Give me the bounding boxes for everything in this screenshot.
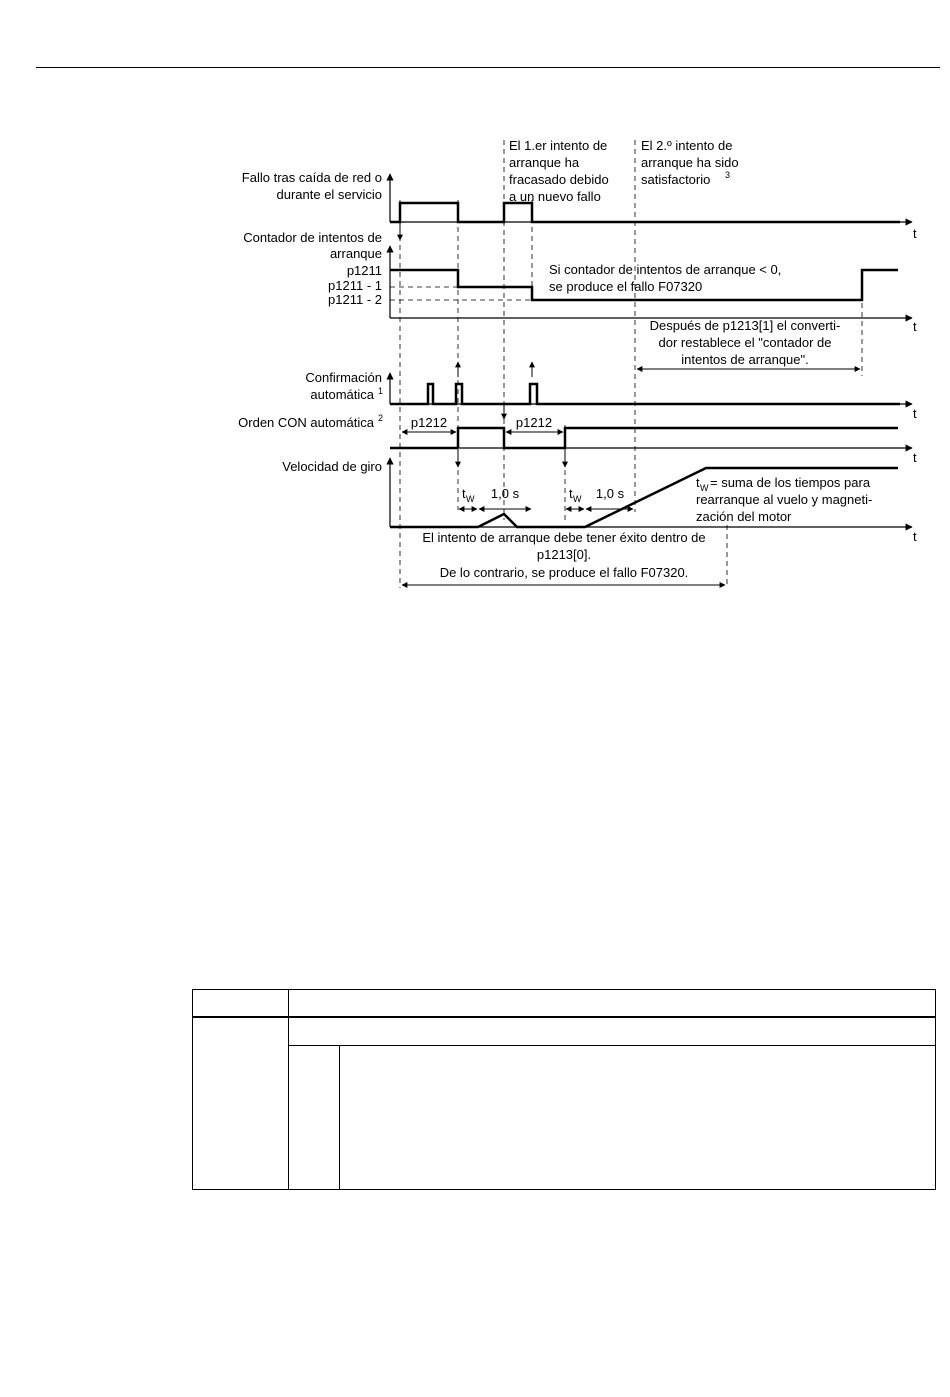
table-subcolumn-divider xyxy=(339,1045,340,1190)
svg-text:Después de p1213[1] el convert: Después de p1213[1] el converti- xyxy=(649,318,841,333)
svg-text:fracasado debido: fracasado debido xyxy=(509,172,609,187)
svg-text:t: t xyxy=(913,226,917,241)
svg-text:t: t xyxy=(913,319,917,334)
svg-text:W: W xyxy=(466,494,475,504)
svg-text:W: W xyxy=(700,483,709,493)
restart-timing-diagram xyxy=(0,0,950,610)
svg-text:automática: automática xyxy=(310,387,374,402)
ack-trace xyxy=(390,384,900,404)
svg-text:durante el servicio: durante el servicio xyxy=(276,187,382,202)
fault-signal-trace xyxy=(390,203,900,222)
svg-text:t: t xyxy=(462,486,466,501)
svg-text:arranque: arranque xyxy=(329,246,382,261)
svg-text:t: t xyxy=(913,529,917,544)
annotations xyxy=(411,138,872,580)
svg-text:a un nuevo fallo: a un nuevo fallo xyxy=(509,189,601,204)
svg-text:p1211 - 2: p1211 - 2 xyxy=(328,292,382,307)
svg-text:De lo contrario, se produce el: De lo contrario, se produce el fallo F07320. xyxy=(439,565,689,580)
svg-text:t: t xyxy=(913,406,917,421)
svg-text:zación del motor: zación del motor xyxy=(696,509,792,524)
svg-text:El intento de arranque debe te: El intento de arranque debe tener éxito dentro de xyxy=(422,530,706,545)
svg-text:1,0 s: 1,0 s xyxy=(490,486,520,501)
svg-text:rearranque al vuelo y magneti-: rearranque al vuelo y magneti- xyxy=(696,492,873,507)
parameter-table xyxy=(192,989,936,1190)
svg-text:Fallo tras caída de red o: Fallo tras caída de red o xyxy=(241,170,382,185)
svg-text:El 1.er intento de: El 1.er intento de xyxy=(509,138,608,153)
svg-text:2: 2 xyxy=(378,413,384,423)
table-column-divider xyxy=(288,989,289,1190)
svg-text:t: t xyxy=(569,486,573,501)
svg-text:t: t xyxy=(913,450,917,465)
svg-text:W: W xyxy=(573,494,582,504)
svg-text:Si contador de intentos de arr: Si contador de intentos de arranque < 0, xyxy=(549,262,782,277)
svg-text:p1211: p1211 xyxy=(346,263,382,278)
svg-text:3: 3 xyxy=(725,170,731,180)
svg-text:El 2.º intento de: El 2.º intento de xyxy=(641,138,733,153)
svg-text:dor restablece el "contador de: dor restablece el "contador de xyxy=(658,335,832,350)
svg-text:t: t xyxy=(696,475,700,490)
svg-text:Orden CON automática: Orden CON automática xyxy=(238,415,374,430)
svg-text:arranque ha sido: arranque ha sido xyxy=(641,155,739,170)
svg-text:= suma de los tiempos para: = suma de los tiempos para xyxy=(710,475,871,490)
event-arrows xyxy=(400,223,565,467)
table-outer-border xyxy=(192,989,936,1190)
svg-text:intentos de arranque".: intentos de arranque". xyxy=(681,352,809,367)
table-header-rule xyxy=(192,1016,936,1018)
svg-text:Contador de intentos de: Contador de intentos de xyxy=(243,230,382,245)
time-axis-labels xyxy=(913,226,917,544)
table-row-rule xyxy=(288,1045,936,1046)
svg-text:satisfactorio: satisfactorio xyxy=(641,172,711,187)
on-command-trace xyxy=(458,428,898,448)
svg-text:1,0 s: 1,0 s xyxy=(595,486,625,501)
svg-text:se produce el fallo F07320: se produce el fallo F07320 xyxy=(549,279,703,294)
svg-text:arranque ha: arranque ha xyxy=(509,155,580,170)
svg-text:1: 1 xyxy=(378,386,384,396)
svg-text:p1212: p1212 xyxy=(515,415,553,430)
svg-text:p1212: p1212 xyxy=(410,415,448,430)
svg-text:Confirmación: Confirmación xyxy=(305,370,382,385)
svg-text:Velocidad de giro: Velocidad de giro xyxy=(282,459,382,474)
svg-text:p1211 - 1: p1211 - 1 xyxy=(328,278,382,293)
svg-text:p1213[0].: p1213[0]. xyxy=(536,547,592,562)
signal-labels xyxy=(238,170,383,474)
